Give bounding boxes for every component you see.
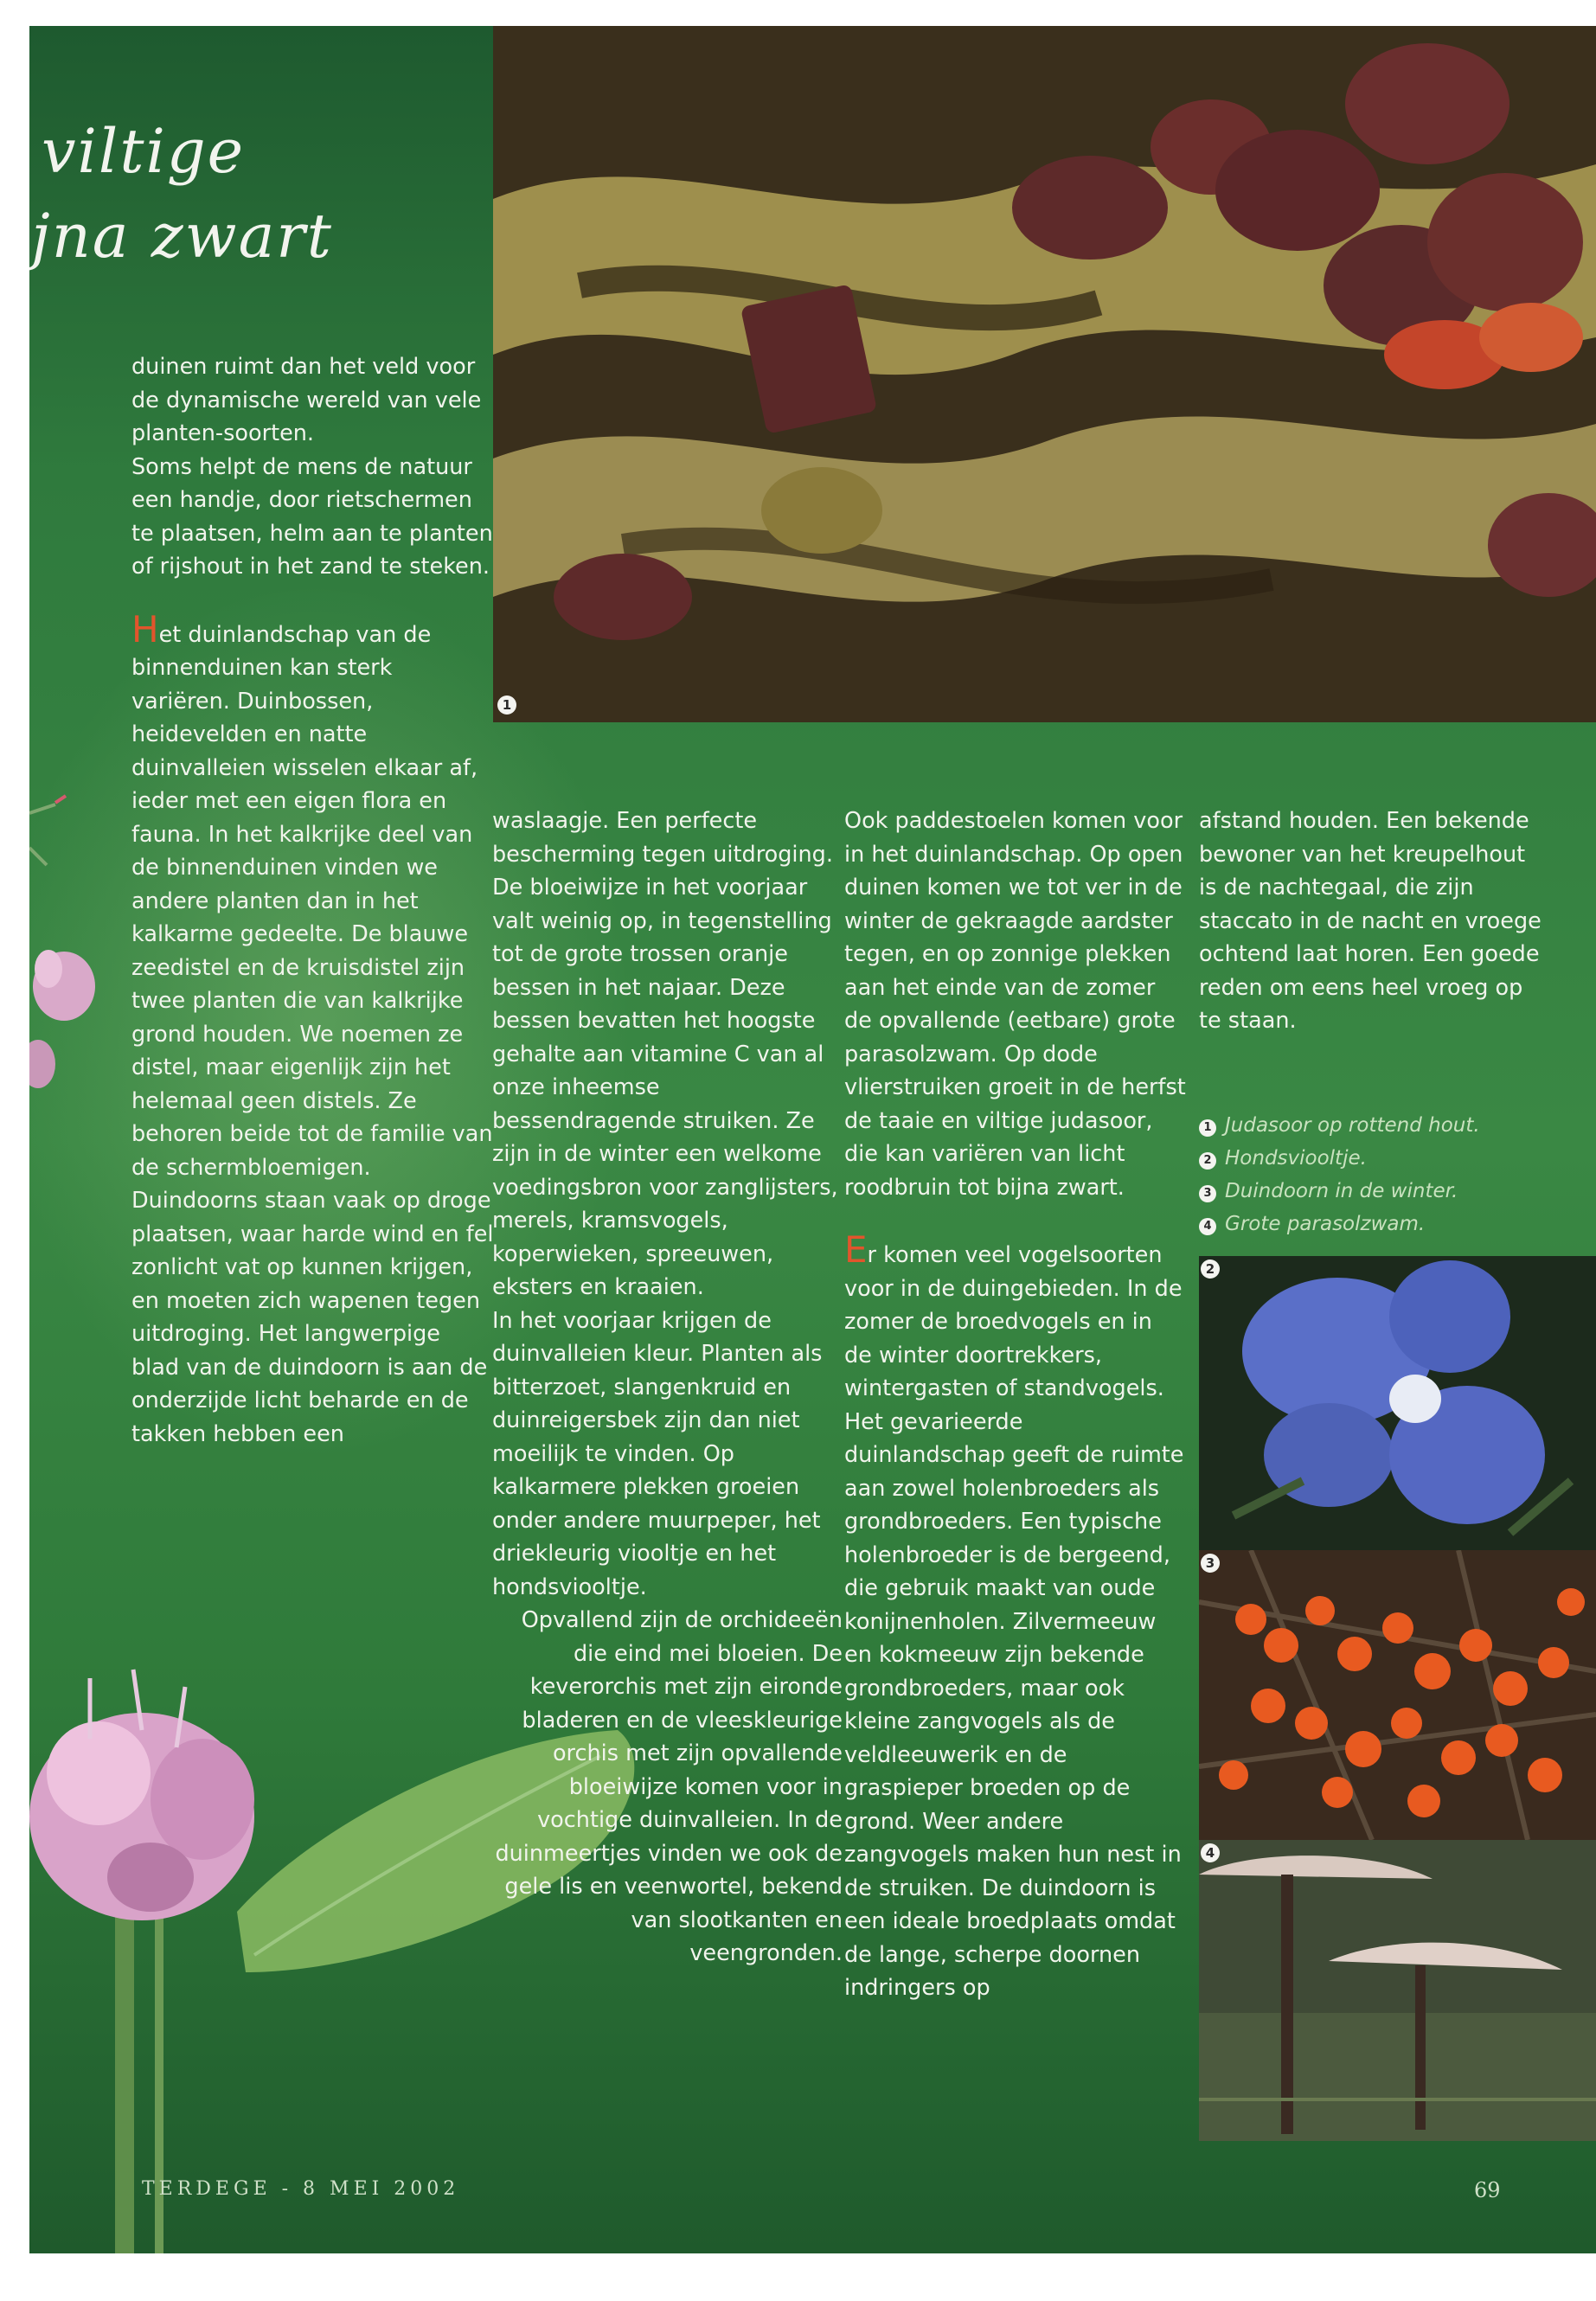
col2-para2: In het voorjaar krijgen de duinvalleien kleur. Planten als bitterzoet, slangenkruid en duinreigersbek zijn dan niet moeilijk te vinden. Op kalkarmere plekken groeien onder andere muurpeper, het driekleurig viooltje en het hondsviooltje. <box>492 1307 823 1600</box>
col1-para1: duinen ruimt dan het veld voor de dynamische wereld van vele planten-soorten. <box>131 354 482 446</box>
photo-captions <box>1199 1109 1545 1240</box>
caption-text-2: Hondsviooltje. <box>1225 1147 1367 1170</box>
col2-para1: waslaagje. Een perfecte bescherming tegen uitdroging. De bloeiwijze in het voorjaar valt weinig op, in tegenstelling tot de grote trossen oranje bessen in het najaar. Deze bessen bevatten het hoogste gehalte aan vitamine C van al onze inheemse bessendragende struiken. Ze zijn in de winter een welkome voedingsbron voor zanglijsters, merels, kramsvogels, koperwieken, spreeuwen, eksters en kraaien. <box>492 808 838 1300</box>
caption-text-4: Grote parasolzwam. <box>1225 1213 1426 1235</box>
caption-number-1: 1 <box>1199 1119 1216 1137</box>
headline-line-2: jna zwart <box>31 201 333 272</box>
caption-number-4: 4 <box>1199 1218 1216 1235</box>
flower-illustration-top <box>29 779 107 1125</box>
caption-number-3: 3 <box>1199 1185 1216 1202</box>
caption-2 <box>1199 1142 1545 1175</box>
text-column-2 <box>492 804 843 1971</box>
text-column-1 <box>131 350 495 1451</box>
caption-text-3: Duindoorn in de winter. <box>1225 1180 1458 1202</box>
dropcap-e: E <box>844 1228 868 1271</box>
caption-number-2: 2 <box>1199 1152 1216 1170</box>
photo-duindoorn <box>1199 1550 1596 1840</box>
headline-line-1: viltige <box>42 116 246 187</box>
col1-para2: Soms helpt de mens de natuur een handje, door rietschermen te plaatsen, helm aan te planten of rijshout in het zand te steken. <box>131 453 493 580</box>
col3-para2 <box>844 1228 1186 2005</box>
text-column-4 <box>1199 804 1545 1038</box>
col3-para2-text: r komen veel vogelsoorten voor in de duingebieden. In de zomer de broedvogels en in de winter doortrekkers, wintergasten of standvogels. Het gevarieerde duinlandschap geeft de ruimte aan zowel holenbroeders als grondbroeders. Een typische holenbroeder is de bergeend, die gebruik maakt van oude konijnenholen. Zilvermeeuw en kokmeeuw zijn bekende grondbroeders, maar ook kleine zangvogels als de veldleeuwerik en de graspieper broeden op de grond. Weer andere zangvogels maken hun nest in de struiken. De duindoorn is een ideale broedplaats omdat de lange, scherpe doornen indringers op <box>844 1242 1184 2001</box>
col1-para3-text: et duinlandschap van de binnenduinen kan sterk variëren. Duinbossen, heidevelden en natte duinvalleien wisselen elkaar af, ieder met een eigen flora en fauna. In het kalkrijke deel van de binnenduinen vinden we andere planten dan in het kalkarme gedeelte. De blauwe zeedistel en de kruisdistel zijn twee planten die van kalkrijke grond houden. We noemen ze distel, maar eigenlijk zijn het helemaal geen distels. Ze behoren beide tot de familie van de schermbloemigen. Duindoorns staan vaak op droge plaatsen, waar harde wind en fel zonlicht vat op kunnen krijgen, en moeten zich wapenen tegen uitdroging. Het langwerpige blad van de duindoorn is aan de onderzijde licht beharde en de takken hebben een <box>131 621 494 1447</box>
caption-4 <box>1199 1208 1545 1240</box>
photo-number-2: 2 <box>1201 1259 1220 1279</box>
photo-number-4: 4 <box>1201 1843 1220 1862</box>
page-number: 69 <box>1474 2178 1501 2202</box>
footer-issue: TERDEGE - 8 MEI 2002 <box>142 2178 460 2200</box>
magazine-page <box>29 26 1596 2253</box>
text-column-3 <box>844 804 1186 2005</box>
dropcap-h: H <box>131 607 159 651</box>
photo-parasolzwam <box>1199 1840 1596 2141</box>
photo-number-3: 3 <box>1201 1554 1220 1573</box>
col1-para3 <box>131 607 495 1452</box>
photo-number-1: 1 <box>497 695 516 715</box>
photo-hondsviooltje <box>1199 1256 1596 1550</box>
col2-para3: Opvallend zijn de orchideeën die eind mei bloeien. De keverorchis met zijn eironde bladeren en de vleeskleurige orchis met zijn opvallende bloeiwijze komen voor in vochtige duinvalleien. In de duinmeertjes vinden we ook de gele lis en veenwortel, bekend van slootkanten en veengronden. <box>495 1607 843 1966</box>
col4-para1: afstand houden. Een bekende bewoner van het kreupelhout is de nachtegaal, die zijn staccato in de nacht en vroege ochtend laat horen. Een goede reden om eens heel vroeg op te staan. <box>1199 808 1542 1034</box>
caption-1 <box>1199 1109 1545 1142</box>
caption-text-1: Judasoor op rottend hout. <box>1225 1114 1480 1137</box>
caption-3 <box>1199 1175 1545 1208</box>
photo-judasoor <box>493 26 1596 722</box>
col3-para1: Ook paddestoelen komen voor in het duinlandschap. Op open duinen komen we tot ver in de winter de gekraagde aardster tegen, en op zonnige plekken aan het einde van de zomer de opvallende (eetbare) grote parasolzwam. Op dode vlierstruiken groeit in de herfst de taaie en viltige judasoor, die kan variëren van licht roodbruin tot bijna zwart. <box>844 808 1186 1201</box>
